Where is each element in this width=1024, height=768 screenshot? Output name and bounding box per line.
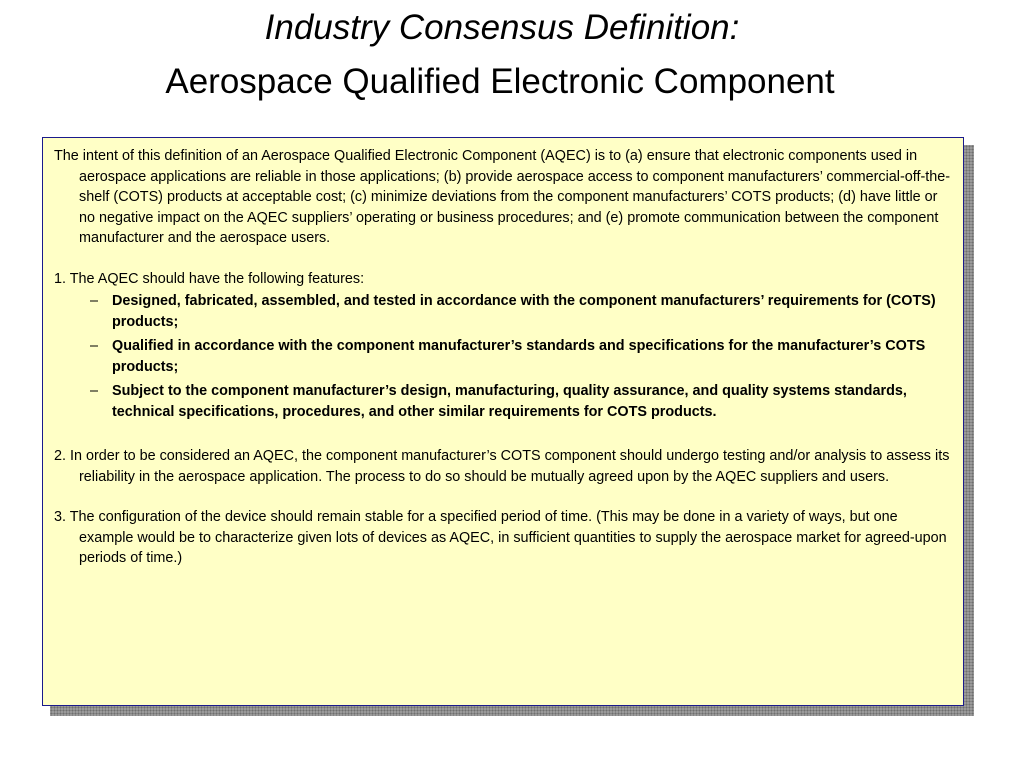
dash-bullet: – [90,383,99,399]
feature-item [54,336,953,377]
numbered-item-2: 2. In order to be considered an AQEC, the component manufacturer’s COTS component should undergo testing and/or analysis to assess its reliability in the aerospace application. The process to do so should be mutually agreed upon by the AQEC suppliers and users. [54,448,950,485]
feature-item [54,381,953,422]
dash-bullet: – [90,293,99,309]
feature-item [54,291,953,332]
spacer [54,249,953,269]
content-box [42,137,964,706]
feature-text: Qualified in accordance with the component manufacturer’s standards and specifications for the manufacturer’s COTS products; [112,338,926,375]
slide-title-line-1: Industry Consensus Definition: [264,8,740,47]
numbered-item-1: 1. The AQEC should have the following features: [54,270,365,287]
feature-text: Designed, fabricated, assembled, and tested in accordance with the component manufacturers’ requirements for (COTS) products; [112,293,936,330]
slide-title-line-2: Aerospace Qualified Electronic Component [165,62,835,101]
numbered-item-3: 3. The configuration of the device should remain stable for a specified period of time. (This may be done in a variety of ways, but one example would be to characterize given lots of devices as AQEC, in sufficient quantities to supply the aerospace market for agreed-upon periods of time.) [54,509,947,566]
dash-bullet: – [90,338,99,354]
intro-paragraph: The intent of this definition of an Aerospace Qualified Electronic Component (AQEC) is to (a) ensure that electronic components used in aerospace applications are reliable in those applications; (b) provide aerospace access to component manufacturers’ commercial-off-the-shelf (COTS) products at acceptable cost; (c) minimize deviations from the component manufacturers’ COTS products; (d) have little or no negative impact on the AQEC suppliers’ operating or business procedures; and (e) promote communication between the component manufacturer and the aerospace users. [54,148,951,246]
spacer [54,426,953,446]
feature-text: Subject to the component manufacturer’s design, manufacturing, quality assurance, and quality systems standards, technical specifications, procedures, and other similar requirements for COTS products. [112,383,907,420]
features-list [54,291,953,422]
spacer [54,487,953,507]
